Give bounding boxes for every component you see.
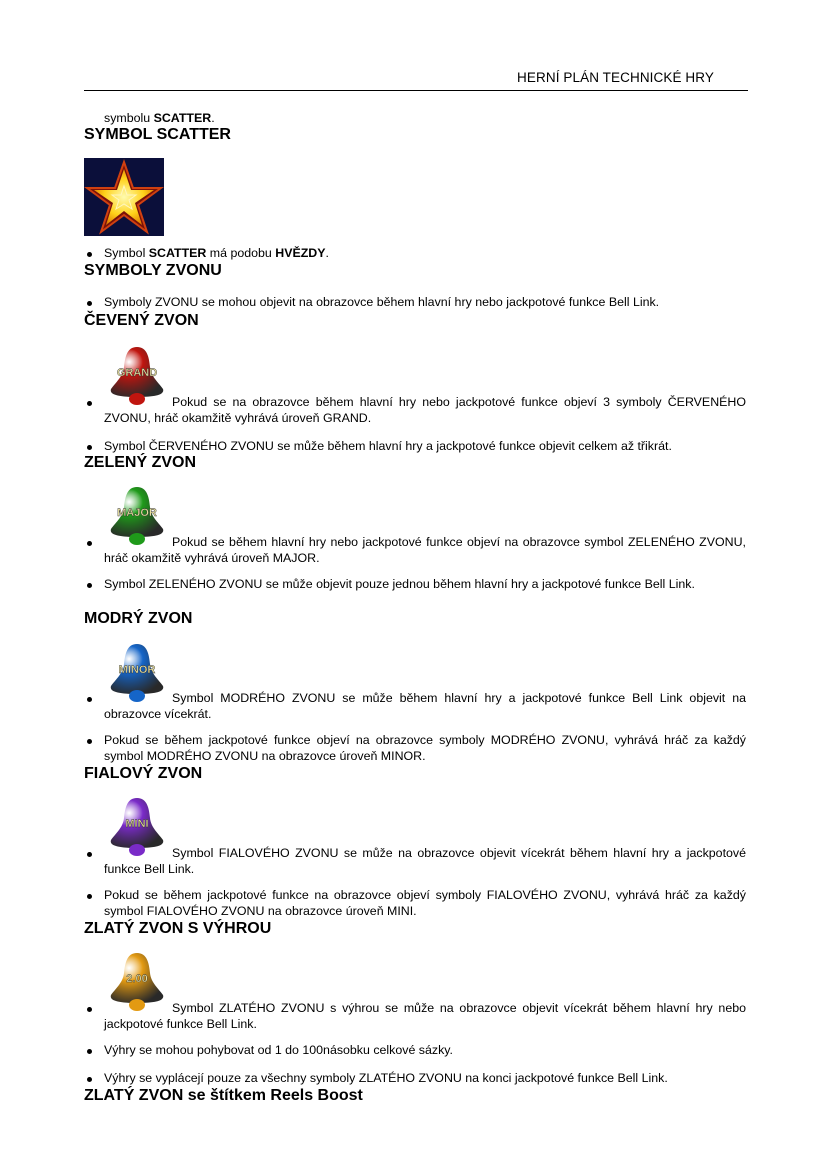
bullet-icon xyxy=(87,697,92,702)
bells-intro-bullet: Symboly ZVONU se mohou objevit na obrazovce během hlavní hry nebo jackpotové funkce Bell Link. xyxy=(104,295,660,309)
t-bold: HVĚZDY xyxy=(275,246,326,260)
heading-symbol-scatter: SYMBOL SCATTER xyxy=(84,126,231,143)
intro-suffix: . xyxy=(211,111,215,125)
section-heading: MODRÝ ZVON xyxy=(84,610,193,627)
bell-label: MAJOR xyxy=(117,507,157,519)
bullet-text: Výhry se vyplácejí pouze za všechny symboly ZLATÉHO ZVONU na konci jackpotové funkce Bell Link. xyxy=(104,1071,668,1085)
bell-label: GRAND xyxy=(116,367,158,379)
bullet-icon xyxy=(87,894,92,899)
bullet-text: Symbol MODRÉHO ZVONU se může během hlavní hry a jackpotové funkce Bell Link objevit na obrazovce vícekrát. xyxy=(104,691,746,721)
bullet-icon xyxy=(87,541,92,546)
t: Symbol xyxy=(104,246,149,260)
bullet-icon xyxy=(87,1077,92,1082)
bullet-text: Pokud se na obrazovce během hlavní hry nebo jackpotové funkce objeví 3 symboly ČERVENÉHO ZVONU, hráč okamžitě vyhrává úroveň GRAND. xyxy=(104,395,746,425)
bullet-icon xyxy=(87,1049,92,1054)
bullet-text: Symbol ZELENÉHO ZVONU se může objevit pouze jednou během hlavní hry a jackpotové funkce Bell Link. xyxy=(104,577,695,591)
bullet-icon xyxy=(87,401,92,406)
bullet-icon xyxy=(87,852,92,857)
heading-bell-symbols: SYMBOLY ZVONU xyxy=(84,262,222,279)
bullet-text: Symbol FIALOVÉHO ZVONU se může na obrazovce objevit vícekrát během hlavní hry a jackpotové funkce Bell Link. xyxy=(104,846,746,876)
t: . xyxy=(325,246,329,260)
bullet-text: Pokud se během jackpotové funkce objeví na obrazovce symboly MODRÉHO ZVONU, vyhrává hráč za každý symbol MODRÉHO ZVONU na obrazovce úroveň MINOR. xyxy=(104,733,746,763)
bullet-text: Symbol ZLATÉHO ZVONU s výhrou se může na obrazovce objevit vícekrát během hlavní hry nebo jackpotové funkce Bell Link. xyxy=(104,1001,746,1031)
star-icon xyxy=(84,158,164,236)
bullet-text: Pokud se během jackpotové funkce na obrazovce objeví symboly FIALOVÉHO ZVONU, vyhrává hráč za každý symbol FIALOVÉHO ZVONU na obrazovce úroveň MINI. xyxy=(104,888,746,918)
t-bold: SCATTER xyxy=(148,246,207,260)
bell-label: MINOR xyxy=(118,664,156,676)
bullet-icon xyxy=(87,445,92,450)
bell-label: 2.00 xyxy=(126,973,148,985)
section-heading: ZLATÝ ZVON S VÝHROU xyxy=(84,920,272,937)
section-heading: FIALOVÝ ZVON xyxy=(84,765,203,782)
bullet-text: Pokud se během hlavní hry nebo jackpotové funkce objeví na obrazovce symbol ZELENÉHO ZVONU, hráč okamžitě vyhrává úroveň MAJOR. xyxy=(104,535,746,565)
section-heading: ČEVENÝ ZVON xyxy=(84,312,199,329)
bullet-text: Symbol ČERVENÉHO ZVONU se může během hlavní hry a jackpotové funkce objevit celkem až třikrát. xyxy=(104,439,672,453)
t: má podobu xyxy=(206,246,276,260)
bullet-text: Výhry se mohou pohybovat od 1 do 100násobku celkové sázky. xyxy=(104,1043,453,1057)
bullet-icon xyxy=(87,1007,92,1012)
bullet-icon xyxy=(87,583,92,588)
heading-gold-bell-reels-boost: ZLATÝ ZVON se štítkem Reels Boost xyxy=(84,1087,363,1104)
page-header-title: HERNÍ PLÁN TECHNICKÉ HRY xyxy=(517,70,714,85)
intro-prefix: symbolu xyxy=(104,111,154,125)
bell-label: MINI xyxy=(125,818,149,830)
intro-text xyxy=(104,111,746,127)
intro-bold: SCATTER xyxy=(153,111,212,125)
bullet-icon xyxy=(87,252,92,257)
scatter-bullet xyxy=(104,246,746,262)
header-divider xyxy=(84,90,748,91)
bullet-icon xyxy=(87,301,92,306)
section-heading: ZELENÝ ZVON xyxy=(84,454,197,471)
bullet-icon xyxy=(87,739,92,744)
